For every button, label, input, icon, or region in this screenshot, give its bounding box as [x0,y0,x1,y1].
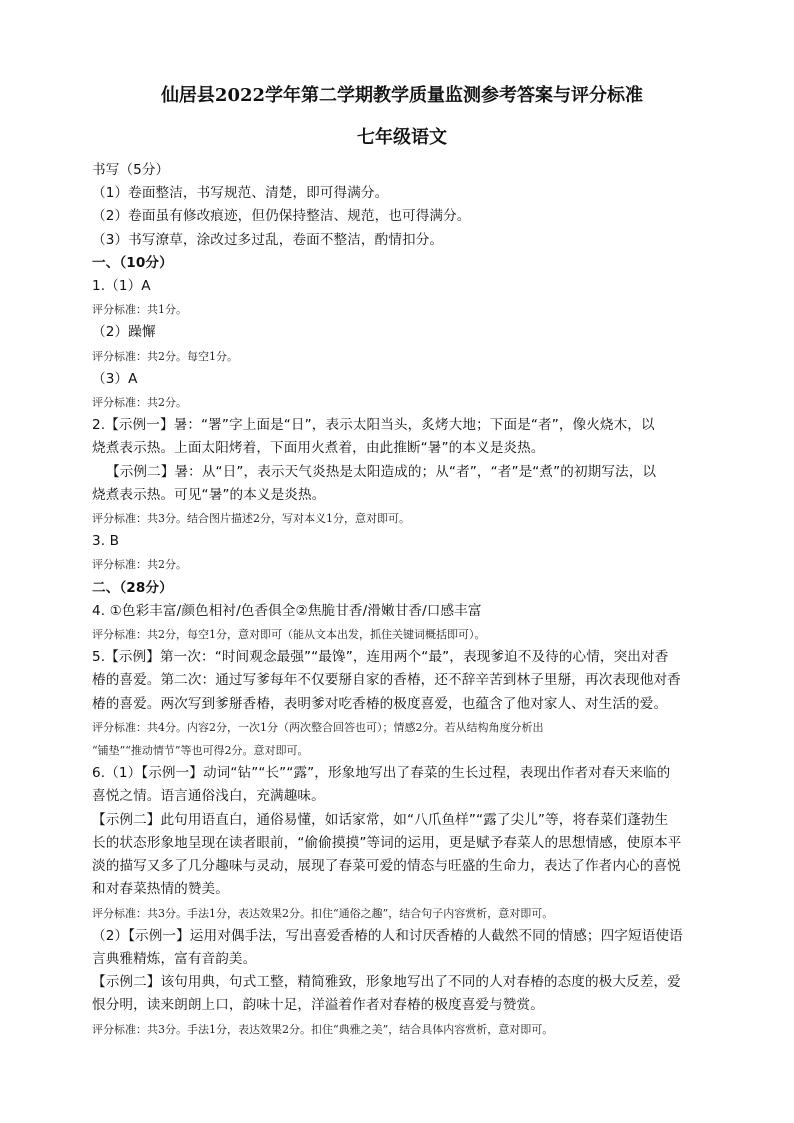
answer-line: 言典雅精炼，富有音韵美。 [92,950,257,967]
scoring-criteria-line: 评分标准：共3分。手法1分，表达效果2分。扣住“典雅之美”，结合具体内容赏析，意对即可。 [92,1022,554,1036]
answer-line: 1.（1）A [92,278,151,295]
section-heading: 二、（28分） [92,579,173,596]
answer-line: （1）卷面整洁，书写规范、清楚，即可得满分。 [92,185,389,202]
answer-line: 【示例二】此句用语直白，通俗易懂，如话家常，如“八爪鱼样”“露了尖儿”等，将春菜们蓬勃生 [92,811,669,828]
answer-line: 和对春菜热情的赞美。 [92,881,229,898]
answer-line: 2.【示例一】暑：“署”字上面是“日”，表示太阳当头，炙烤大地；下面是“者”，像火烧木，以 [92,417,655,434]
scoring-criteria-line: 评分标准：共2分。每空1分。 [92,349,238,363]
scoring-criteria-line: 评分标准：共4分。内容2分，一次1分（两次整合回答也可）；情感2分。若从结构角度分析出 [92,720,544,734]
scoring-criteria-line: “铺垫”“推动情节”等也可得2分。意对即可。 [92,744,309,758]
answer-line: 烧煮表示热。上面太阳烤着，下面用火煮着，由此推断“暑”的本义是炎热。 [92,440,545,457]
answer-line: 书写（5分） [92,162,170,178]
scoring-criteria-line: 评分标准：共2分，每空1分，意对即可（能从文本出发，抓住关键词概括即可）。 [92,628,486,642]
answer-line: 喜悦之情。语言通俗浅白，充满趣味。 [92,788,325,805]
document-title: 仙居县2022学年第二学期教学质量监测参考答案与评分标准 [160,85,644,106]
answer-line: 椿的喜爱。两次写到爹掰香椿，表明爹对吃香椿的极度喜爱，也蕴含了他对家人、对生活的爱。 [92,695,668,712]
answer-line: 4. ①色彩丰富/颜色相衬/色香俱全②焦脆甘香/滑嫩甘香/口感丰富 [92,602,482,619]
answer-line: 【示例二】该句用典，句式工整，精简雅致，形象地写出了不同的人对春椿的态度的极大反差，爱 [92,974,681,991]
section-heading: 一、（10分） [92,254,173,271]
answer-line: （3）A [92,370,138,387]
scoring-criteria-line: 评分标准：共3分。手法1分，表达效果2分。扣住“通俗之趣”，结合句子内容赏析，意对即可。 [92,906,554,920]
answer-line: 长的状态形象地呈现在读者眼前，“偷偷摸摸”等词的运用，更是赋予春菜人的思想情感，使原本平 [92,834,682,851]
answer-line: （2）【示例一】运用对偶手法，写出喜爱香椿的人和讨厌香椿的人截然不同的情感；四字短语使语 [92,927,683,944]
scoring-criteria-line: 评分标准：共1分。 [92,303,187,317]
document-subtitle: 七年级语文 [357,127,447,148]
answer-line: （2）躁懈 [92,324,156,341]
answer-line: 【示例二】暑：从“日”，表示天气炎热是太阳造成的；从“者”，“者”是“煮”的初期写法，以 [106,463,657,480]
scoring-criteria-line: 评分标准：共2分。 [92,558,187,572]
answer-line: 3. B [92,533,120,550]
answer-line: 淡的描写又多了几分趣味与灵动，展现了春菜可爱的情态与旺盛的生命力，表达了作者内心的喜悦 [92,858,681,875]
answer-content [92,159,712,1041]
answer-line: 6.（1）【示例一】动词“钻”“长”“露”，形象地写出了春菜的生长过程，表现出作者对春天来临的 [92,765,671,782]
answer-line: （3）书写潦草，涂改过多过乱，卷面不整洁，酌情扣分。 [92,231,444,248]
answer-line: 烧煮表示热。可见“暑”的本义是炎热。 [92,486,326,503]
scoring-criteria-line: 评分标准：共3分。结合图片描述2分，写对本义1分，意对即可。 [92,512,410,526]
answer-line: （2）卷面虽有修改痕迹，但仍保持整洁、规范，也可得满分。 [92,208,471,225]
answer-line: 椿的喜爱。第二次：通过写爹每年不仅要掰自家的香椿，还不辞辛苦到林子里掰，再次表现他对香 [92,672,681,689]
scoring-criteria-line: 评分标准：共2分。 [92,396,187,410]
answer-line: 5.【示例】第一次：“时间观念最强”“最馋”，连用两个“最”，表现爹迫不及待的心情，突出对香 [92,649,669,666]
answer-line: 恨分明，读来朗朗上口，韵味十足，洋溢着作者对春椿的极度喜爱与赞赏。 [92,997,544,1014]
